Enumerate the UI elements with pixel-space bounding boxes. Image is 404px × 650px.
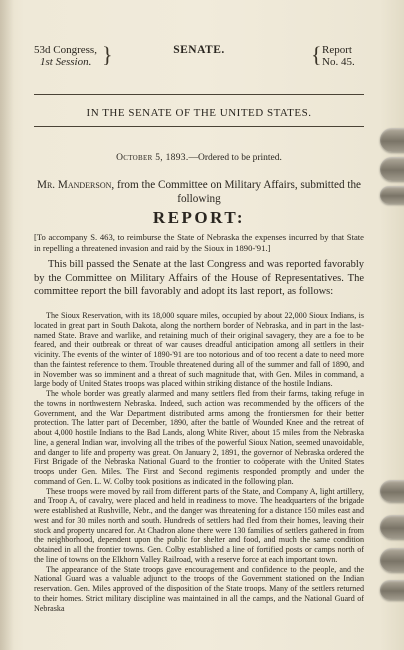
report-body	[34, 311, 364, 613]
submitted-text: from the Committee on Military Affairs, submitted the following	[116, 179, 361, 205]
binder-clip	[380, 157, 404, 181]
body-paragraph: The Sioux Reservation, with its 18,000 square miles, occupied by about 22,000 Sioux Indians, is located in great part in South Dakota, along the northern border of Nebraska, and in part in the last-named State. Brave and warlike, and retaining much of their original savagery, they are a foe to be feared, and their outbreak or threat of war causes dreadful anticipation among all settlers in their vicinity. The events of the winter of 1890-'91 are too notorious and of too recent a date to need more than the faintest reference to them. Trouble threatened during all of the summer and fall of 1890, and in November was so imminent and a threat of such magnitude that, with Gen. Miles in command, a large body of United States troops was placed within striking distance of the hostile Indians.	[34, 311, 364, 389]
report-heading: REPORT:	[152, 208, 246, 227]
binder-clip	[380, 580, 404, 600]
binder-clip	[380, 515, 404, 539]
body-paragraph: These troops were moved by rail from different parts of the State, and Company A, light artillery, and Troop A, of cavalry, were placed and held in readiness to move. The headquarters of the brigade were established at Rushville, Nebr., and the danger was threatening for a distance 150 miles east and west and for 30 miles north and south. Hundreds of settlers had fled from their homes, leaving their stock and property uncared for. At Chadron alone there were 130 families of settlers gathered in from the neighborhood, dependent upon the public for shelter and food, and much the same condition obtained in all the frontier towns. Gen. Colby established a line of fortified posts or camps north of the line of towns on the Elkhorn Valley Railroad, with a reserve force at each important town.	[34, 486, 364, 564]
binder-clip	[380, 548, 404, 572]
session-label: 1st Session.	[40, 56, 92, 68]
binder-clip	[380, 128, 404, 152]
brace-left: {	[311, 42, 322, 67]
binder-clip	[380, 480, 404, 502]
body-paragraph: The appearance of the State troops gave encouragement and confidence to the people, and the National Guard was a valuable adjunct to the troops of the Government stationed on the Indian reservation. Gen. Miles approved of the disposition of the State troops. Many of the settlers returned to their homes. Strict military discipline was maintained in all the camps, and the National Guard of Nebraska	[34, 564, 364, 613]
accompany-note: [To accompany S. 463, to reimburse the State of Nebraska the expenses incurred by that State in repelling a threatened invasion and raid by the Sioux in 1890-'91.]	[34, 232, 364, 253]
chamber-label: SENATE.	[173, 44, 225, 56]
date: October 5, 1893.	[116, 153, 189, 163]
binding-shadow	[0, 0, 14, 650]
divider	[34, 126, 364, 127]
document-header	[34, 44, 364, 68]
senate-title: IN THE SENATE OF THE UNITED STATES.	[86, 107, 312, 119]
intro-paragraph	[34, 258, 364, 299]
intro-text: This bill passed the Senate at the last Congress and was reported favorably by the Committee on Military Affairs of the House of Representatives. The committee report the bill favorably and adopt its last report, as follows:	[34, 259, 364, 298]
report-no: No. 45.	[322, 56, 355, 68]
brace-right: }	[102, 42, 113, 67]
body-paragraph: The whole border was greatly alarmed and many settlers fled from their farms, taking refuge in the towns in northwestern Nebraska. Indeed, such action was recommended by the officers of the Government, and the War Department distributed arms among the frontiersmen for their better protection. The latter part of December, 1890, after the battle of Wounded Knee and the retreat of about 4,000 hostile Indians to the Bad Lands, along White River, about 15 miles from the Nebraska line, a general Indian war, involving all the tribes of the powerful Sioux Nation, seemed unavoidable, and danger to life and property was great. On January 2, 1891, the governor of Nebraska ordered the First Brigade of the Nebraska National Guard to the frontier to coöperate with the United States troops under Gen. Miles. The First and Second regiments responded promptly and under the command of Gen. L. W. Colby took positions as indicated in the following plan.	[34, 389, 364, 486]
congress-label: 53d Congress,	[34, 44, 97, 56]
dateline	[34, 153, 364, 163]
binder-clip	[380, 186, 404, 204]
submitted-by	[34, 178, 364, 206]
report-label: Report	[322, 44, 352, 56]
divider	[34, 94, 364, 95]
print-order: —Ordered to be printed.	[188, 153, 282, 163]
report-number	[322, 44, 355, 68]
senator-name: Mr. Manderson,	[37, 179, 115, 191]
